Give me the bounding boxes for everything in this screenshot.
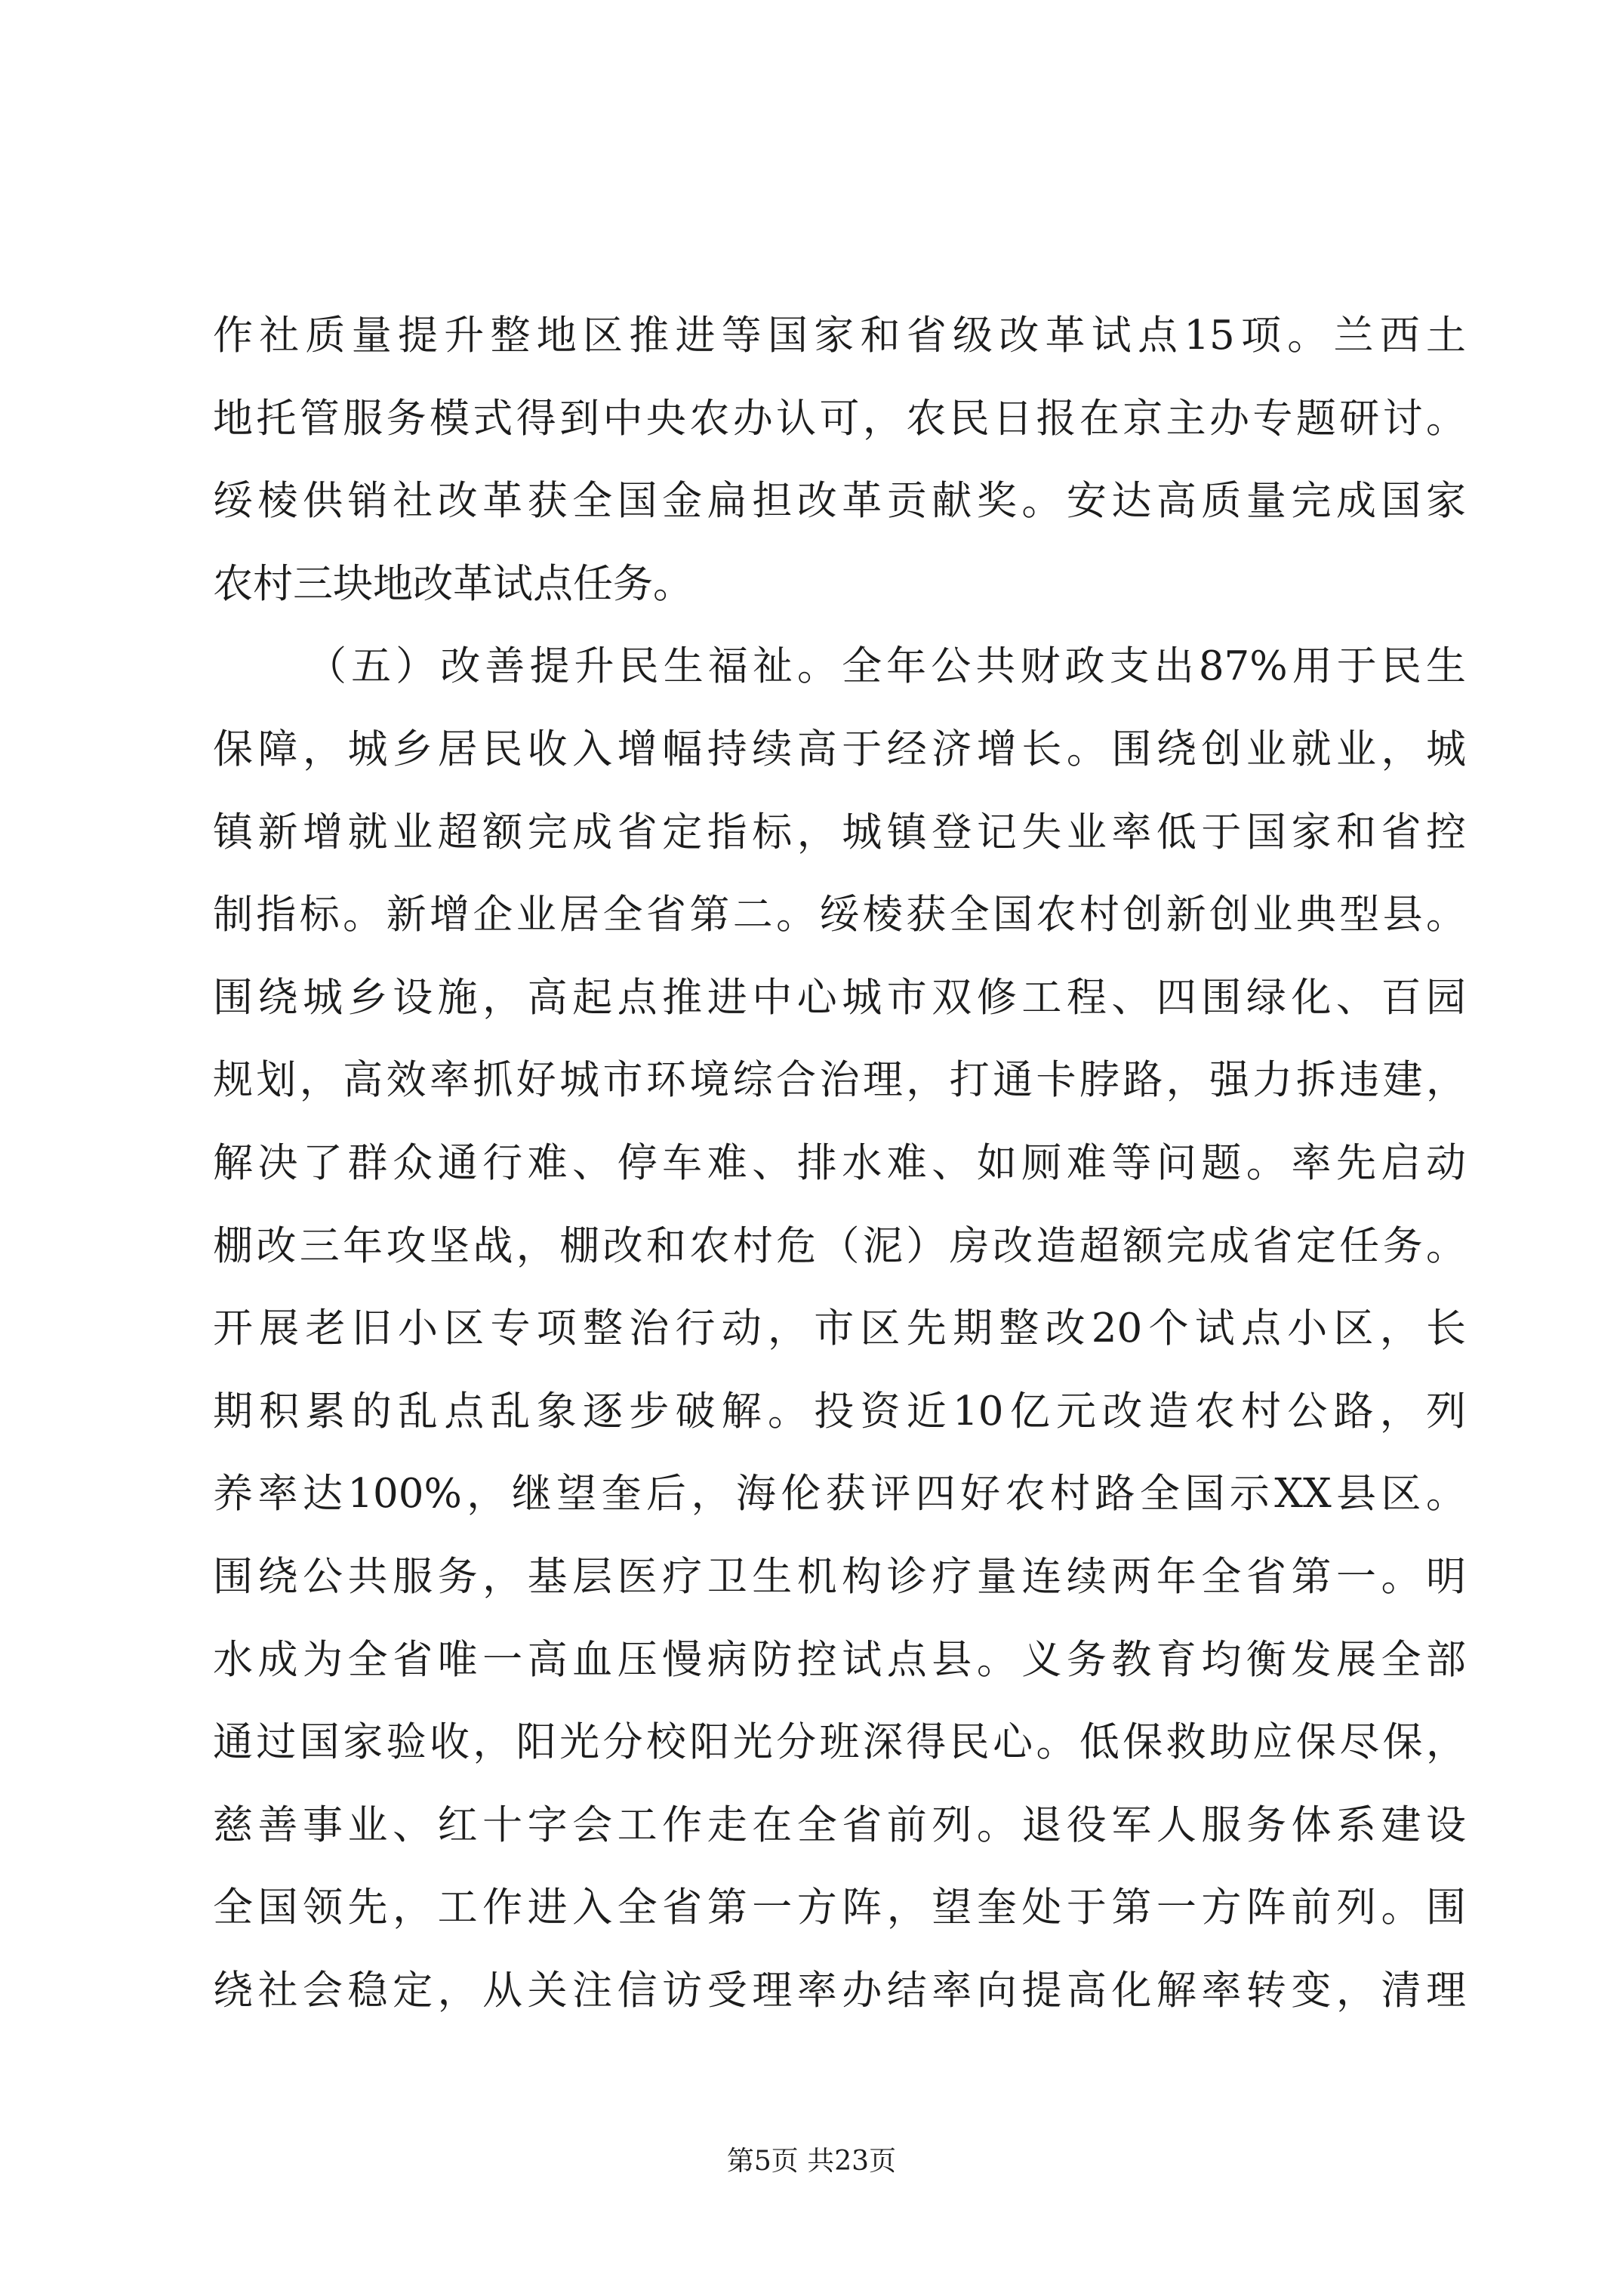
text-line: 解决了群众通行难、停车难、排水难、如厕难等问题。率先启动 [213, 1139, 1466, 1186]
text-line: 镇新增就业超额完成省定指标，城镇登记失业率低于国家和省控 [213, 809, 1466, 855]
text-line: 制指标。新增企业居全省第二。绥棱获全国农村创新创业典型县。 [213, 892, 1466, 938]
section-heading-line: （五）改善提升民生福祉。全年公共财政支出87%用于民生 [306, 643, 1466, 690]
text-line: 保障，城乡居民收入增幅持续高于经济增长。围绕创业就业，城 [213, 726, 1466, 772]
text-line: 绥棱供销社改革获全国金扁担改革贡献奖。安达高质量完成国家 [213, 478, 1466, 525]
text-line: 棚改三年攻坚战，棚改和农村危（泥）房改造超额完成省定任务。 [213, 1222, 1466, 1269]
text-line: 作社质量提升整地区推进等国家和省级改革试点15项。兰西土 [213, 313, 1466, 359]
text-line: 地托管服务模式得到中央农办认可，农民日报在京主办专题研讨。 [213, 395, 1466, 442]
text-line: 通过国家验收，阳光分校阳光分班深得民心。低保救助应保尽保， [213, 1719, 1466, 1766]
text-line: 绕社会稳定，从关注信访受理率办结率向提高化解率转变，清理 [213, 1967, 1466, 2014]
body-text [213, 294, 1466, 2032]
text-line: 水成为全省唯一高血压慢病防控试点县。义务教育均衡发展全部 [213, 1636, 1466, 1683]
text-line: 围绕城乡设施，高起点推进中心城市双修工程、四围绿化、百园 [213, 974, 1466, 1021]
text-line: 慈善事业、红十字会工作走在全省前列。退役军人服务体系建设 [213, 1801, 1466, 1848]
text-line: 养率达100%，继望奎后，海伦获评四好农村路全国示XX县区。 [213, 1471, 1466, 1518]
text-line: 农村三块地改革试点任务。 [213, 560, 693, 607]
text-line: 期积累的乱点乱象逐步破解。投资近10亿元改造农村公路，列 [213, 1388, 1466, 1435]
text-line: 全国领先，工作进入全省第一方阵，望奎处于第一方阵前列。围 [213, 1885, 1466, 1931]
text-line: 规划，高效率抓好城市环境综合治理，打通卡脖路，强力拆违建， [213, 1057, 1466, 1104]
text-line: 开展老旧小区专项整治行动，市区先期整改20个试点小区，长 [213, 1305, 1466, 1352]
page-number-footer: 第5页 共23页 [726, 2146, 897, 2177]
text-line: 围绕公共服务，基层医疗卫生机构诊疗量连续两年全省第一。明 [213, 1553, 1466, 1600]
